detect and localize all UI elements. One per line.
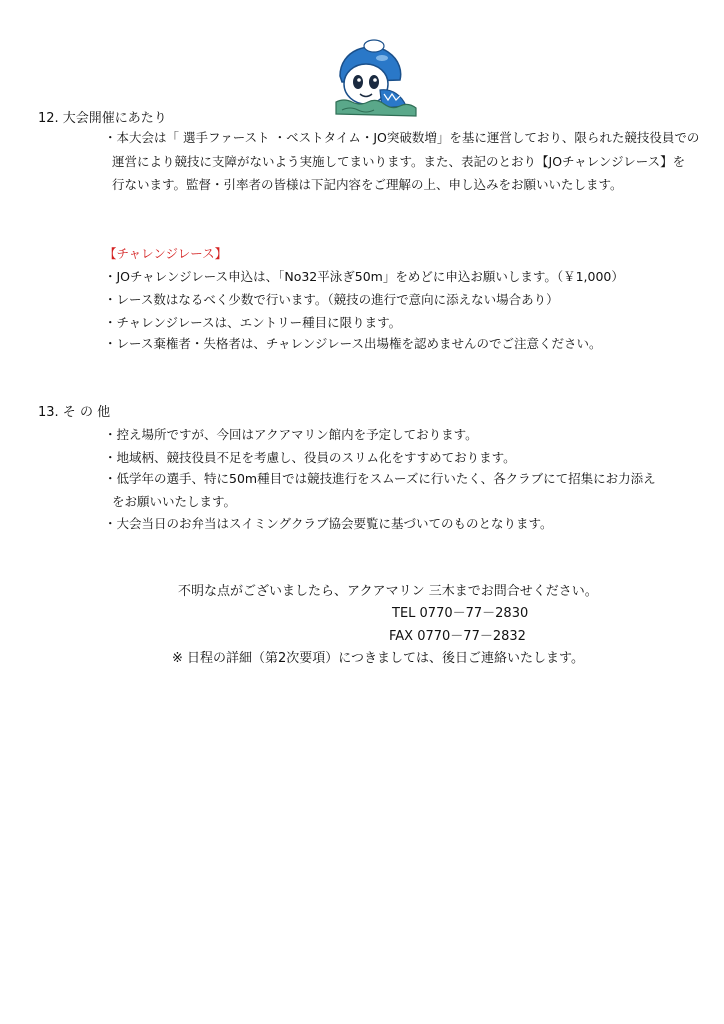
contact-intro: 不明な点がございましたら、アクアマリン 三木までお問合せください。 <box>178 584 598 599</box>
challenge-line-3: ・チャレンジレースは、エントリー種目に限ります。 <box>104 315 402 330</box>
challenge-line-4: ・レース棄権者・失格者は、チャレンジレース出場権を認めませんのでご注意ください。 <box>104 336 602 351</box>
challenge-line-1: ・JOチャレンジレース申込は、「No32平泳ぎ50m」をめどに申込お願いします。（￥1,000） <box>104 269 624 284</box>
challenge-race-heading: 【チャレンジレース】 <box>104 246 228 261</box>
section-13-heading: 13. そ の 他 <box>38 405 111 420</box>
section-13-line-3: ・低学年の選手、特に50m種目では競技進行をスムーズに行いたく、各クラブにて招集にお力添え <box>104 471 656 486</box>
section-13-line-1: ・控え場所ですが、今回はアクアマリン館内を予定しております。 <box>104 427 478 442</box>
section-12-heading: 12. 大会開催にあたり <box>38 111 167 126</box>
section-13-line-4: をお願いいたします。 <box>112 494 237 509</box>
section-12-line-2: 運営により競技に支障がないよう実施してまいります。また、表記のとおり【JOチャレンジレース】を <box>112 154 686 169</box>
section-13-line-2: ・地域柄、競技役員不足を考慮し、役員のスリム化をすすめております。 <box>104 450 516 465</box>
challenge-line-2: ・レース数はなるべく少数で行います。（競技の進行で意向に添えない場合あり） <box>104 292 559 307</box>
section-12-line-1: ・本大会は「 選手ファースト ・ベストタイム・JO突破数増」を基に運営しており、限られた競技役員での <box>104 130 700 145</box>
contact-tel: TEL 0770－77－2830 <box>392 606 529 621</box>
contact-fax: FAX 0770－77－2832 <box>389 629 526 644</box>
swimmer-mascot-icon <box>322 36 418 122</box>
schedule-note: ※ 日程の詳細（第2次要項）につきましては、後日ご連絡いたします。 <box>172 651 584 666</box>
section-13-line-5: ・大会当日のお弁当はスイミングクラブ協会要覧に基づいてのものとなります。 <box>104 516 553 531</box>
section-12-line-3: 行ないます。監督・引率者の皆様は下記内容をご理解の上、申し込みをお願いいたします。 <box>112 177 623 192</box>
